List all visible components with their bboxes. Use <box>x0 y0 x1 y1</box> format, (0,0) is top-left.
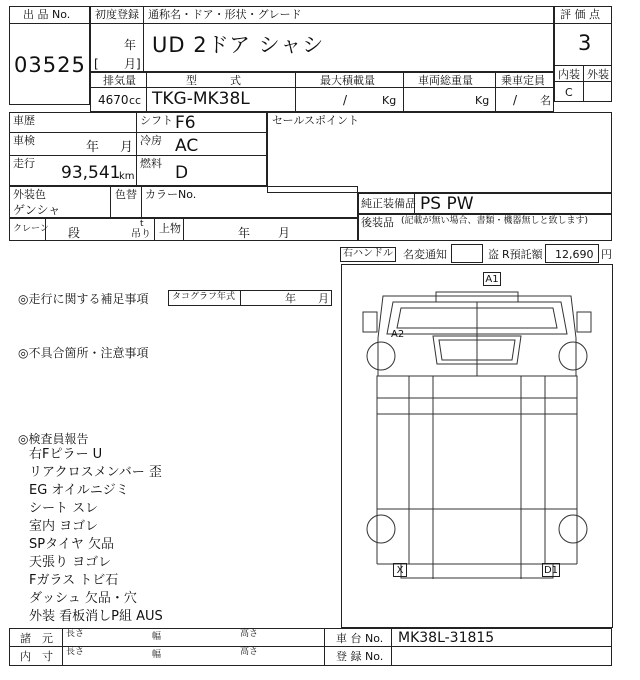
inspector-item: リアクロスメンバー 歪 <box>29 465 162 480</box>
mark-a2: A2 <box>391 329 405 340</box>
inner-length-label: 長さ <box>66 647 85 657</box>
standard-equipment-value: PS PW <box>420 194 474 214</box>
bracket-open: [ <box>94 57 99 71</box>
name-change-label: 名変通知 <box>403 248 447 261</box>
details-box <box>9 112 267 186</box>
driving-notes-label: ◎走行に関する補足事項 <box>18 292 149 306</box>
inspector-item: EG オイルニジミ <box>29 483 129 498</box>
inspection-year-unit: 年 <box>86 140 100 155</box>
inspector-label: ◎検査員報告 <box>18 432 89 446</box>
inspection-month-unit: 月 <box>120 140 134 155</box>
fuel-label: 燃料 <box>140 157 162 170</box>
lot-label: 出 品 No. <box>23 8 71 21</box>
inner-height-label: 高さ <box>240 647 259 657</box>
aftermarket-note: (記載が無い場合、書類・機器無しと致します) <box>401 216 589 226</box>
max-load-unit: Kg <box>382 94 397 107</box>
r-fee-value: 12,690 <box>555 248 594 261</box>
dims-length-label: 長さ <box>66 629 85 639</box>
fuel-value: D <box>175 163 189 183</box>
inspector-item: シート スレ <box>29 501 99 516</box>
max-load-label: 最大積載量 <box>320 74 375 87</box>
mark-x: X <box>393 563 407 577</box>
name-change-box <box>451 244 483 263</box>
mileage-value: 93,541 <box>61 163 121 183</box>
body-year-unit: 年 <box>238 226 251 240</box>
inspector-item: 右Fピラー U <box>29 447 103 462</box>
inspection-label: 車検 <box>13 134 35 147</box>
crane-steps-unit: 段 <box>68 226 81 240</box>
body-month-unit: 月 <box>278 226 291 240</box>
tacho-month-unit: 月 <box>318 292 329 305</box>
inspector-item: 天張り ヨゴレ <box>29 555 112 570</box>
stolen-label: 盗 <box>488 248 499 261</box>
aftermarket-label: 後装品 <box>361 216 394 229</box>
aircon-value: AC <box>175 136 199 156</box>
inspector-item: SPタイヤ 欠品 <box>29 537 114 552</box>
type-value: TKG-MK38L <box>152 89 250 109</box>
capacity-slash: / <box>513 93 518 107</box>
inspector-item: Fガラス トビ石 <box>29 573 119 588</box>
tachograph-label: タコグラフ年式 <box>172 292 236 302</box>
mileage-unit: km <box>119 171 135 182</box>
displacement-value: 4670 <box>98 93 129 107</box>
truck-damage-diagram <box>341 264 613 628</box>
gross-weight-unit: Kg <box>475 94 490 107</box>
shift-label: シフト <box>140 114 173 127</box>
model-description: UD 2ドア シャシ <box>152 33 325 57</box>
capacity-label: 乗車定員 <box>501 74 545 87</box>
grade-label: 評 価 点 <box>560 8 600 21</box>
registration-label: 登 録 No. <box>336 650 384 663</box>
displacement-label: 排気量 <box>103 74 136 87</box>
r-fee-unit: 円 <box>601 248 612 261</box>
crane-ton-unit: t <box>140 219 144 229</box>
first-reg-month-unit: 月 <box>124 57 137 71</box>
interior-label: 内装 <box>558 68 580 81</box>
exterior-color-value: ゲンシャ <box>13 203 61 217</box>
aircon-label: 冷房 <box>140 134 162 147</box>
mileage-label: 走行 <box>13 157 35 170</box>
standard-equipment-label: 純正装備品 <box>361 197 416 210</box>
inner-label: 内 寸 <box>20 650 53 663</box>
footer-box <box>9 628 612 666</box>
chassis-label: 車 台 No. <box>336 632 384 645</box>
sales-point-label: セールスポイント <box>272 114 360 127</box>
bracket-close: ] <box>136 57 141 71</box>
first-reg-label: 初度登録 <box>95 8 139 21</box>
exterior-color-label: 外装色 <box>13 188 46 201</box>
shift-value: F6 <box>175 113 196 133</box>
mark-d1: D1 <box>543 565 559 576</box>
mark-a1: A1 <box>483 272 501 286</box>
inspector-item: 外装 看板消しP組 AUS <box>29 609 163 624</box>
crane-label: クレーン <box>13 224 49 234</box>
dims-width-label: 幅 <box>152 632 162 642</box>
history-label: 車歴 <box>13 114 35 127</box>
lot-number: 03525 <box>14 53 86 77</box>
steering-value: 右ハンドル <box>343 248 393 259</box>
capacity-unit: 名 <box>540 94 551 107</box>
crane-hang-unit: 吊り <box>131 229 151 240</box>
grade-value: 3 <box>578 31 593 55</box>
type-label: 型 式 <box>186 74 241 87</box>
displacement-unit: cc <box>129 94 142 107</box>
interior-grade: C <box>565 86 573 99</box>
tacho-year-unit: 年 <box>285 292 296 305</box>
inspector-item: 室内 ヨゴレ <box>29 519 99 534</box>
max-load-slash: / <box>343 93 348 107</box>
body-label: 上物 <box>159 222 181 235</box>
dims-label: 諸 元 <box>20 632 53 645</box>
inspector-item: ダッシュ 欠品・穴 <box>29 591 137 606</box>
defects-label: ◎不具合箇所・注意事項 <box>18 346 149 360</box>
model-desc-label: 通称名・ドア・形状・グレード <box>148 8 302 21</box>
r-fee-label: R預託額 <box>502 248 543 261</box>
dims-height-label: 高さ <box>240 629 259 639</box>
gross-weight-label: 車両総重量 <box>418 74 473 87</box>
chassis-value: MK38L-31815 <box>398 630 495 646</box>
first-reg-year-unit: 年 <box>124 38 137 52</box>
color-no-label: 色替 <box>115 188 137 201</box>
color-code-label: カラーNo. <box>145 188 197 201</box>
exterior-label: 外装 <box>587 68 609 81</box>
inner-width-label: 幅 <box>152 650 162 660</box>
